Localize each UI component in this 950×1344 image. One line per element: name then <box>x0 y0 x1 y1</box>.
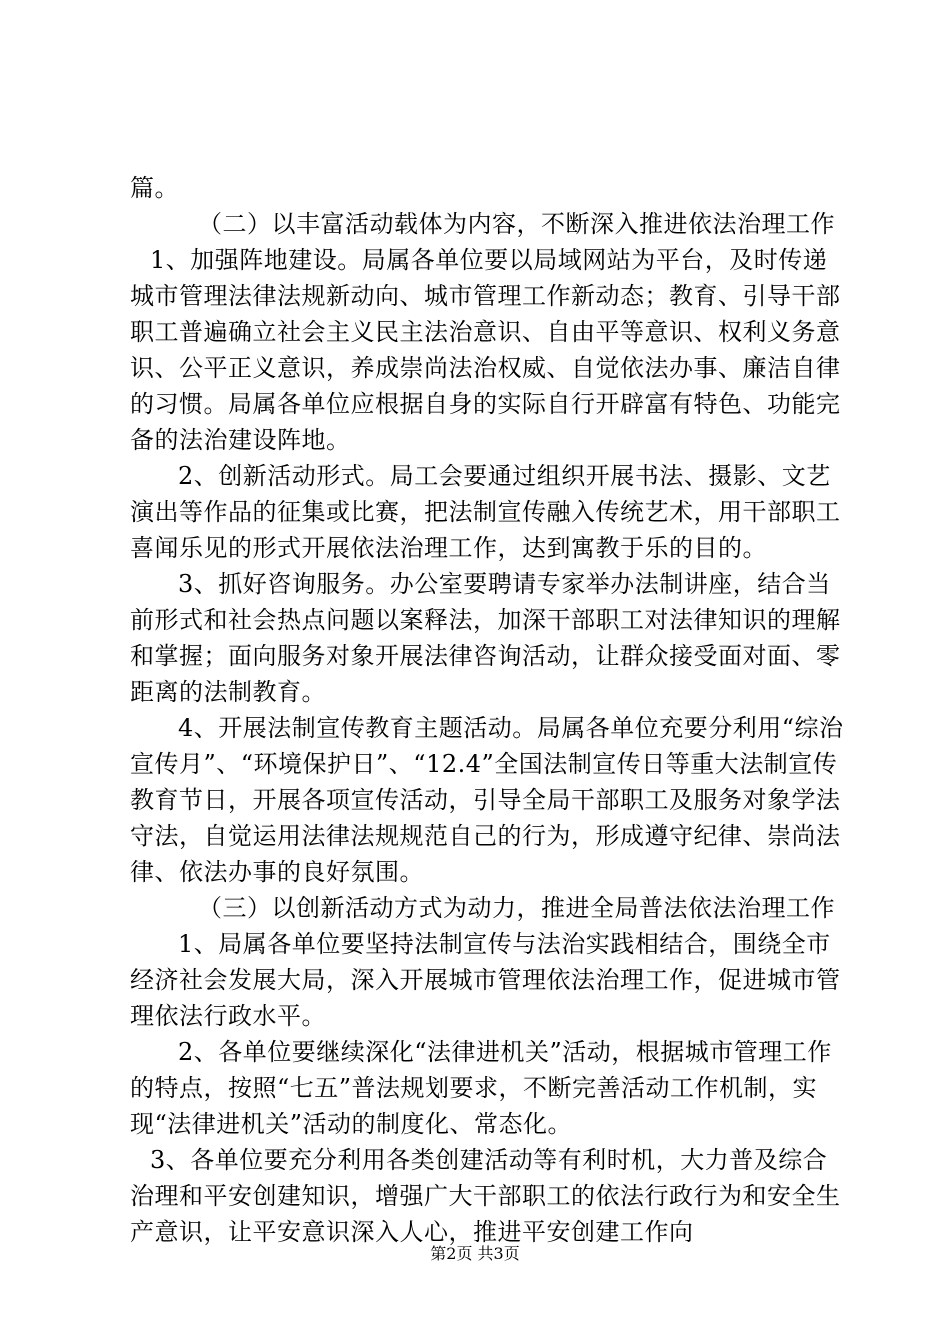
document-body <box>130 170 850 1250</box>
page-footer <box>0 1244 950 1264</box>
section-heading-3: （三）以创新活动方式为动力，推进全局普法依法治理工作 <box>198 894 835 922</box>
paragraph-continuation: 篇。 <box>130 174 179 202</box>
section-heading-2: （二）以丰富活动载体为内容，不断深入推进依法治理工作 <box>198 210 835 238</box>
paragraph-item: 1、局属各单位要坚持法制宣传与法治实践相结合，围绕全市经济社会发展大局，深入开展城市管理依法治理工作，促进城市管理依法行政水平。 <box>130 930 841 1030</box>
paragraph-item: 2、各单位要继续深化“法律进机关”活动，根据城市管理工作的特点，按照“七五”普法规划要求，不断完善活动工作机制，实现“法律进机关”活动的制度化、常态化。 <box>130 1038 832 1138</box>
paragraph-item: 2、创新活动形式。局工会要通过组织开展书法、摄影、文艺演出等作品的征集或比赛，把法制宣传融入传统艺术，用干部职工喜闻乐见的形式开展依法治理工作，达到寓教于乐的目的。 <box>130 462 841 562</box>
paragraph-item: 3、各单位要充分利用各类创建活动等有利时机，大力普及综合治理和平安创建知识，增强广大干部职工的依法行政行为和安全生产意识，让平安意识深入人心，推进平安创建工作向 <box>130 1146 841 1246</box>
page-number: 第2页 共3页 <box>430 1244 520 1263</box>
paragraph-item: 1、加强阵地建设。局属各单位要以局域网站为平台，及时传递城市管理法律法规新动向、城市管理工作新动态；教育、引导干部职工普遍确立社会主义民主法治意识、自由平等意识、权利义务意识、公平正义意识，养成崇尚法治权威、自觉依法办事、廉洁自律的习惯。局属各单位应根据自身的实际自行开辟富有特色、功能完备的法治建设阵地。 <box>130 246 841 454</box>
paragraph-item: 3、抓好咨询服务。办公室要聘请专家举办法制讲座，结合当前形式和社会热点问题以案释法，加深干部职工对法律知识的理解和掌握；面向服务对象开展法律咨询活动，让群众接受面对面、零距离的法制教育。 <box>130 570 841 706</box>
paragraph-item: 4、开展法制宣传教育主题活动。局属各单位充要分利用“综治宣传月”、“环境保护日”、“12.4”全国法制宣传日等重大法制宣传教育节日，开展各项宣传活动，引导全局干部职工及服务对象学法守法，自觉运用法律法规规范自己的行为，形成遵守纪律、崇尚法律、依法办事的良好氛围。 <box>130 714 844 886</box>
